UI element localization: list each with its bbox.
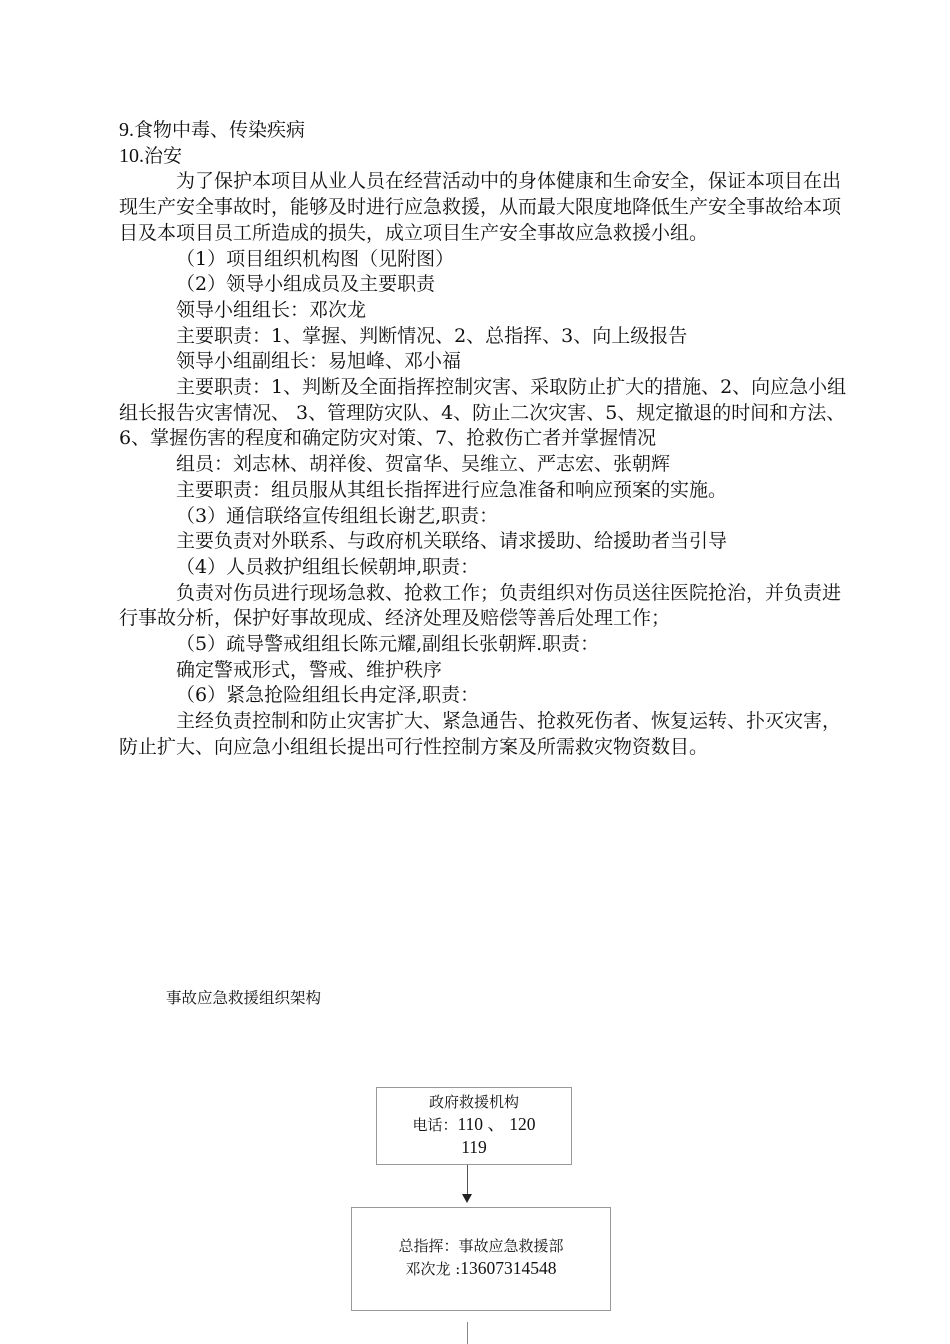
government-rescue-phone: 电话：110 、 120 [412, 1114, 536, 1134]
list-item-9: 9.食物中毒、传染疾病 [119, 119, 306, 141]
group-leader: 领导小组组长：邓次龙 [176, 298, 367, 321]
arrow-down-icon [462, 1194, 472, 1203]
deputy-duties: 主要职责：1、判断及全面指挥控制灾害、采取防止扩大的措施、2、向应急小组组长报告灾害情况、 3、管理防灾队、4、防止二次灾害、5、规定撤退的时间和方法、6、掌握伤害的程度和确定防灾对策、7、抢救伤亡者并掌握情况 [119, 376, 847, 450]
leadership-heading: （2）领导小组成员及主要职责 [176, 273, 436, 296]
emergency-duties: 主经负责控制和防止灾害扩大、紧急通告、抢救死伤者、恢复运转、扑灭灾害，防止扩大、向应急小组组长提出可行性控制方案及所需救灾物资数目。 [119, 710, 842, 758]
connector-line-lower [467, 1322, 468, 1344]
guard-duties: 确定警戒形式，警戒、维护秩序 [176, 658, 443, 681]
connector-line [467, 1165, 468, 1195]
guard-group: （5）疏导警戒组组长陈元耀,副组长张朝辉.职责： [176, 633, 600, 656]
group-members: 组员：刘志林、胡祥俊、贺富华、吴维立、严志宏、张朝辉 [176, 453, 671, 476]
government-rescue-title: 政府救援机构 [428, 1093, 519, 1111]
document-body [119, 118, 859, 761]
government-rescue-phone-extra: 119 [461, 1137, 487, 1157]
commander-box [351, 1207, 611, 1311]
communication-duties: 主要负责对外联系、与政府机关联络、请求援助、给援助者当引导 [176, 530, 728, 553]
deputy-leaders: 领导小组副组长：易旭峰、邓小福 [176, 350, 462, 373]
rescue-group: （4）人员救护组组长候朝坤,职责： [176, 555, 480, 578]
communication-group: （3）通信联络宣传组组长谢艺,职责： [176, 504, 499, 527]
group-leader-duties: 主要职责：1、掌握、判断情况、2、总指挥、3、向上级报告 [176, 324, 688, 347]
intro-paragraph: 为了保护本项目从业人员在经营活动中的身体健康和生命安全，保证本项目在出现生产安全事故时，能够及时进行应急救援，从而最大限度地降低生产安全事故给本项目及本项目员工所造成的损失，成立项目生产安全事故应急救援小组。 [119, 170, 842, 244]
list-item-10: 10.治安 [119, 144, 183, 167]
org-chart-reference: （1）项目组织机构图（见附图） [176, 247, 455, 270]
commander-title: 总指挥：事故应急救援部 [398, 1237, 564, 1255]
member-duties: 主要职责：组员服从其组长指挥进行应急准备和响应预案的实施。 [176, 478, 728, 501]
rescue-duties: 负责对伤员进行现场急救、抢救工作；负责组织对伤员送往医院抢治，并负责进行事故分析，保护好事故现成、经济处理及赔偿等善后处理工作； [119, 581, 842, 630]
org-chart-title: 事故应急救援组织架构 [166, 989, 322, 1007]
emergency-group: （6）紧急抢险组组长冉定泽,职责： [176, 684, 480, 707]
government-rescue-box [376, 1087, 572, 1165]
commander-contact: 邓次龙 :13607314548 [405, 1258, 557, 1278]
